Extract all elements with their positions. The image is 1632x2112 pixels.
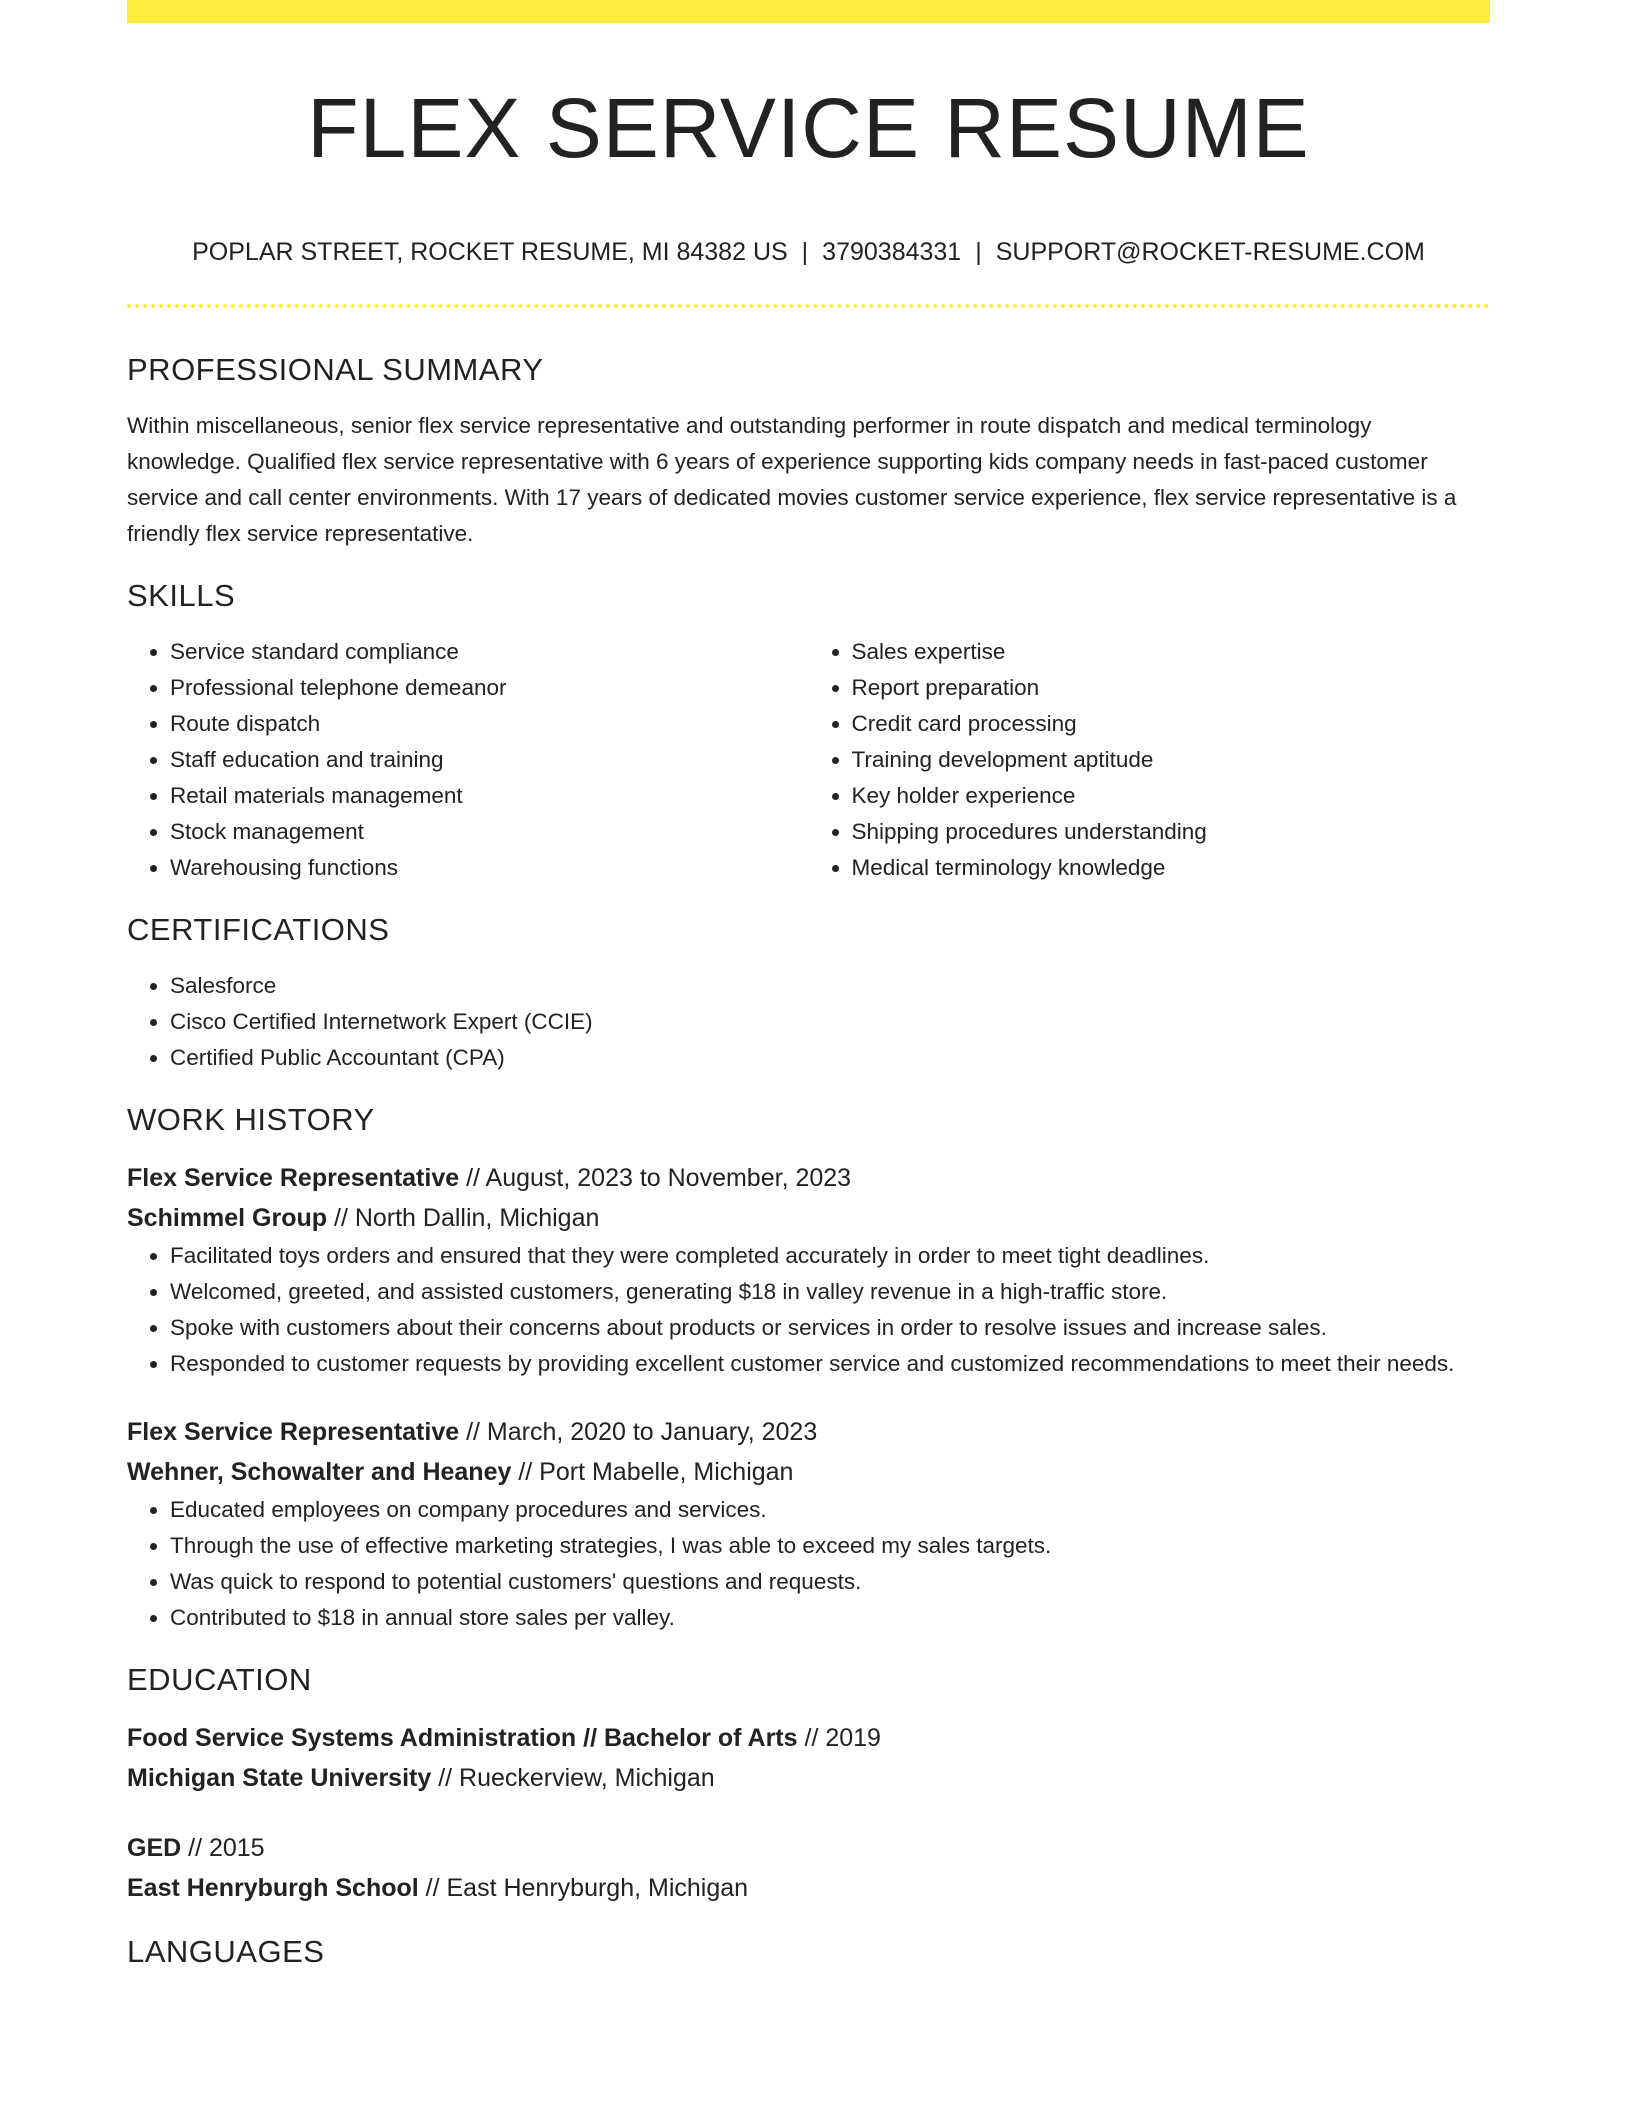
education-degree: Food Service Systems Administration // Bachelor of Arts [127,1724,798,1752]
contact-separator: | [975,238,982,266]
skills-grid [127,634,1490,886]
skills-heading: SKILLS [127,578,236,613]
certification-item: • Salesforce [170,968,1490,1004]
accent-top-bar [127,0,1490,23]
job-entry [127,1412,1490,1636]
skill-item: • Medical terminology knowledge [852,850,1491,886]
contact-phone: 3790384331 [822,238,962,266]
job-title: Flex Service Representative [127,1164,460,1192]
education-school: East Henryburgh School [127,1874,419,1902]
job-bullet: • Responded to customer requests by providing excellent customer service and customized recommendations to meet their needs. [170,1346,1490,1382]
skill-item: • Professional telephone demeanor [170,670,809,706]
certifications-list [127,968,1490,1076]
job-bullet: • Educated employees on company procedures and services. [170,1492,1490,1528]
contact-address: POPLAR STREET, ROCKET RESUME, MI 84382 US [192,238,788,266]
job-company: Wehner, Schowalter and Heaney [127,1458,512,1486]
resume-content [127,350,1490,1972]
summary-heading: PROFESSIONAL SUMMARY [127,352,544,387]
dotted-divider [127,304,1490,308]
job-bullets [127,1492,1490,1636]
skill-item: • Stock management [170,814,809,850]
job-bullet: • Welcomed, greeted, and assisted customers, generating $18 in valley revenue in a high-traffic store. [170,1274,1490,1310]
skill-item: • Route dispatch [170,706,809,742]
certification-item: • Cisco Certified Internetwork Expert (CCIE) [170,1004,1490,1040]
education-entry [127,1828,1490,1908]
contact-email: SUPPORT@ROCKET-RESUME.COM [995,238,1425,266]
education-degree-line [127,1718,1490,1758]
job-dates: // August, 2023 to November, 2023 [459,1164,852,1192]
job-title-line [127,1412,1490,1452]
job-company-line [127,1452,1490,1492]
job-dates: // March, 2020 to January, 2023 [459,1418,818,1446]
job-location: // North Dallin, Michigan [327,1204,600,1232]
skill-item: • Service standard compliance [170,634,809,670]
job-bullet: • Through the use of effective marketing strategies, I was able to exceed my sales targets. [170,1528,1490,1564]
job-bullet: • Spoke with customers about their concerns about products or services in order to resolve issues and increase sales. [170,1310,1490,1346]
education-year: // 2019 [797,1724,881,1752]
education-heading: EDUCATION [127,1662,312,1697]
resume-title: FLEX SERVICE RESUME [307,81,1310,175]
education-location: // East Henryburgh, Michigan [418,1874,749,1902]
skill-item: • Sales expertise [852,634,1491,670]
education-entry [127,1718,1490,1798]
contact-line [127,236,1490,268]
languages-heading: LANGUAGES [127,1934,325,1969]
job-bullet: • Contributed to $18 in annual store sales per valley. [170,1600,1490,1636]
skill-item: • Staff education and training [170,742,809,778]
skill-item: • Shipping procedures understanding [852,814,1491,850]
education-school-line [127,1868,1490,1908]
skill-item: • Report preparation [852,670,1491,706]
skill-item: • Training development aptitude [852,742,1491,778]
skills-list-right [809,634,1491,886]
skills-list-left [127,634,809,886]
job-title-line [127,1158,1490,1198]
education-school-line [127,1758,1490,1798]
contact-separator: | [801,238,809,266]
skill-item: • Warehousing functions [170,850,809,886]
job-title: Flex Service Representative [127,1418,460,1446]
work-history-heading: WORK HISTORY [127,1102,375,1137]
skill-item: • Credit card processing [852,706,1491,742]
job-bullets [127,1238,1490,1382]
skill-item: • Retail materials management [170,778,809,814]
skill-item: • Key holder experience [852,778,1491,814]
certifications-heading: CERTIFICATIONS [127,912,390,947]
job-company: Schimmel Group [127,1204,328,1232]
job-bullet: • Was quick to respond to potential customers' questions and requests. [170,1564,1490,1600]
job-company-line [127,1198,1490,1238]
job-bullet: • Facilitated toys orders and ensured that they were completed accurately in order to meet tight deadlines. [170,1238,1490,1274]
education-degree: GED [127,1834,182,1862]
job-entry [127,1158,1490,1382]
education-year: // 2015 [181,1834,265,1862]
job-location: // Port Mabelle, Michigan [511,1458,794,1486]
education-school: Michigan State University [127,1764,432,1792]
education-degree-line [127,1828,1490,1868]
summary-text: Within miscellaneous, senior flex service representative and outstanding performer in route dispatch and medical terminology knowledge. Qualified flex service representative with 6 years of experience supporting kids company needs in fast-paced customer service and call center environments. With 17 years of dedicated movies customer service experience, flex service representative is a friendly flex service representative. [127,413,1457,546]
certification-item: • Certified Public Accountant (CPA) [170,1040,1490,1076]
education-location: // Rueckerview, Michigan [431,1764,715,1792]
